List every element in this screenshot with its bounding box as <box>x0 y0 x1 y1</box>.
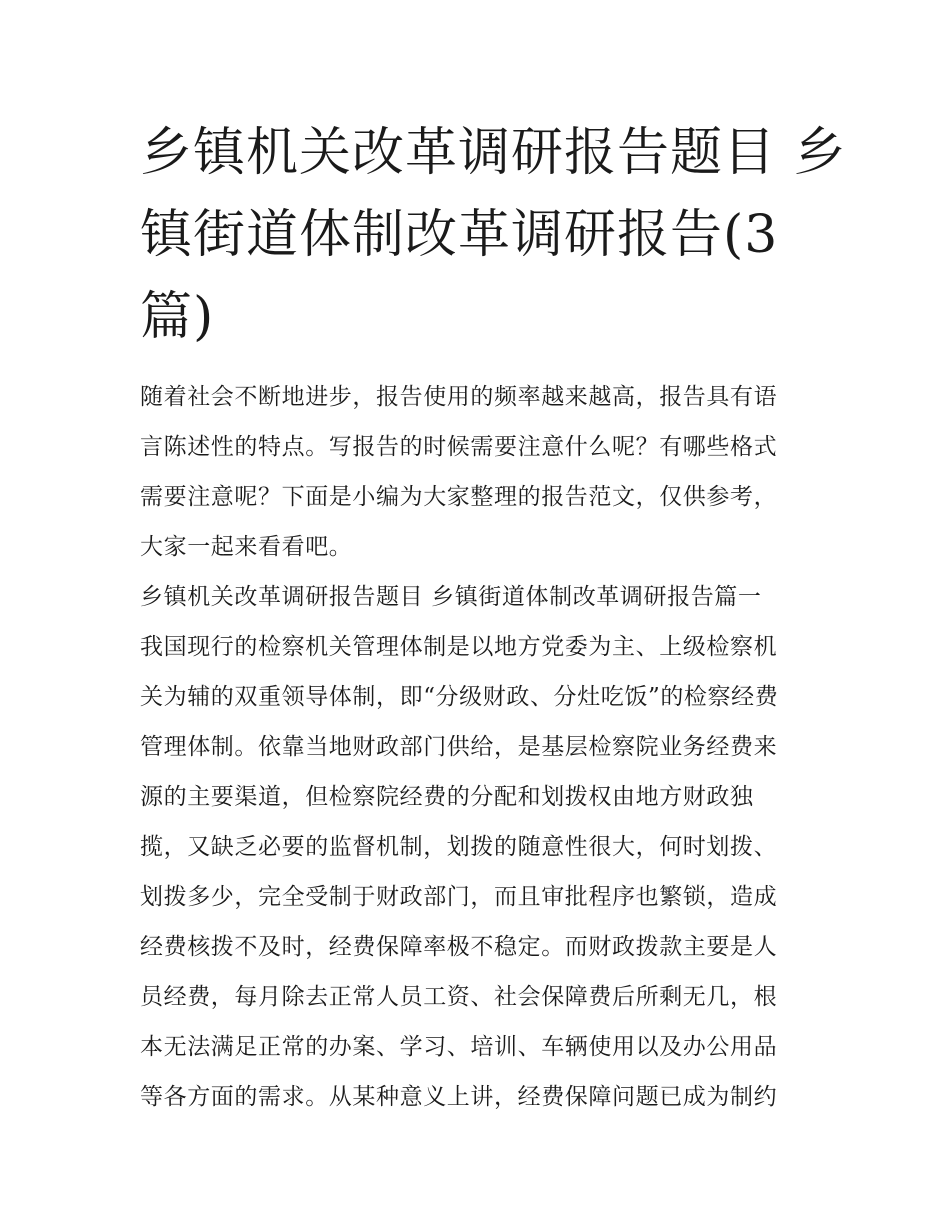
text-line: 需要注意呢？下面是小编为大家整理的报告范文，仅供参考， <box>140 484 778 510</box>
title-line: 篇) <box>140 287 215 347</box>
text-line: 划拨多少，完全受制于财政部门，而且审批程序也繁锁，造成 <box>140 884 778 910</box>
title-line: 镇街道体制改革调研报告(3 <box>140 205 779 265</box>
section-heading: 乡镇机关改革调研报告题目 乡镇街道体制改革调研报告篇一 <box>140 584 762 610</box>
text-line: 经费核拨不及时，经费保障率极不稳定。而财政拨款主要是人 <box>140 934 778 960</box>
text-line: 源的主要渠道，但检察院经费的分配和划拨权由地方财政独 <box>140 784 754 810</box>
text-line: 随着社会不断地进步，报告使用的频率越来越高，报告具有语 <box>140 384 778 410</box>
text-line: 我国现行的检察机关管理体制是以地方党委为主、上级检察机 <box>140 634 778 660</box>
text-line: 管理体制。依靠当地财政部门供给，是基层检察院业务经费来 <box>140 734 778 760</box>
text-line: 本无法满足正常的办案、学习、培训、车辆使用以及办公用品 <box>140 1034 778 1060</box>
text-line: 关为辅的双重领导体制，即“分级财政、分灶吃饭”的检察经费 <box>140 684 779 710</box>
document-title <box>140 112 847 358</box>
text-line: 大家一起来看看吧。 <box>140 534 353 560</box>
document-page <box>140 112 847 1122</box>
text-line: 员经费，每月除去正常人员工资、社会保障费后所剩无几，根 <box>140 984 778 1010</box>
intro-paragraph <box>140 372 820 1122</box>
text-line: 等各方面的需求。从某种意义上讲，经费保障问题已成为制约 <box>140 1084 778 1110</box>
title-line: 乡镇机关改革调研报告题目 乡 <box>140 123 847 183</box>
text-line: 揽，又缺乏必要的监督机制，划拨的随意性很大，何时划拨、 <box>140 834 778 860</box>
text-line: 言陈述性的特点。写报告的时候需要注意什么呢？有哪些格式 <box>140 434 778 460</box>
